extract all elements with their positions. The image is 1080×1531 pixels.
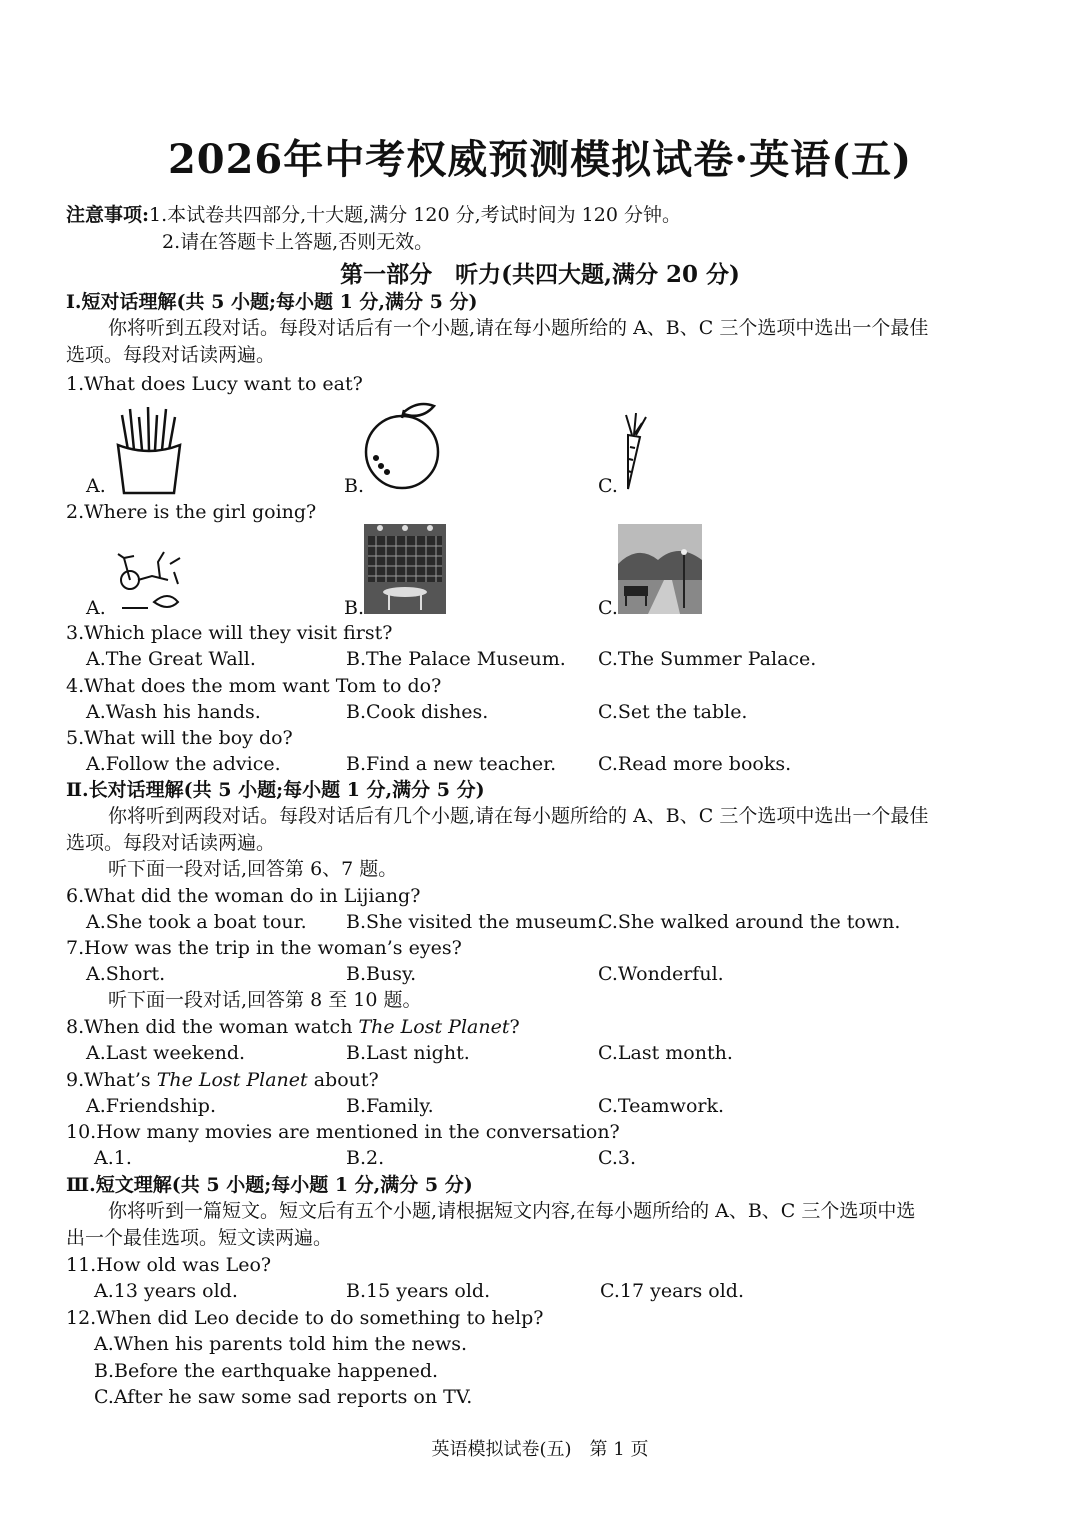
library-picture — [364, 524, 446, 614]
section-intro: 你将听到两段对话。每段对话后有几个小题,请在每小题所给的 A、B、C 三个选项中选出一个最佳 — [108, 805, 929, 827]
option-b: B.Cook dishes. — [346, 701, 489, 723]
movie-title: The Lost Planet — [358, 1016, 510, 1038]
park-picture — [618, 524, 702, 614]
question-text-part: 9.What’s — [66, 1069, 157, 1091]
orange-icon — [362, 400, 444, 492]
question-text-part: ? — [509, 1016, 520, 1038]
notice-label: 注意事项: — [66, 204, 150, 226]
option-c: C.Read more books. — [598, 753, 792, 775]
option-c: C. — [598, 597, 618, 619]
option-c: C.3. — [598, 1147, 637, 1169]
question-text — [66, 1015, 520, 1039]
option-b: B.The Palace Museum. — [346, 648, 566, 670]
section-intro: 出一个最佳选项。短文读两遍。 — [66, 1227, 333, 1249]
option-a: A.Last weekend. — [86, 1042, 246, 1064]
option-c: C.Wonderful. — [598, 963, 724, 985]
option-a: A.1. — [94, 1147, 132, 1169]
question-text — [66, 1068, 379, 1092]
option-b: B.Before the earthquake happened. — [94, 1360, 439, 1382]
option-a: A.The Great Wall. — [86, 648, 256, 670]
option-c: C.17 years old. — [600, 1280, 745, 1302]
movie-title: The Lost Planet — [156, 1069, 308, 1091]
option-a: A.She took a boat tour. — [86, 911, 307, 933]
option-c: C.The Summer Palace. — [598, 648, 817, 670]
question-text: 10.How many movies are mentioned in the conversation? — [66, 1121, 620, 1143]
section-intro: 选项。每段对话读两遍。 — [66, 344, 276, 366]
question-text: 12.When did Leo decide to do something to help? — [66, 1307, 544, 1329]
option-a: A.Short. — [86, 963, 166, 985]
option-a: A. — [86, 597, 106, 619]
dialogue-note: 听下面一段对话,回答第 8 至 10 题。 — [108, 989, 422, 1011]
option-c: C. — [598, 475, 618, 497]
part-heading: 第一部分 听力(共四大题,满分 20 分) — [340, 261, 740, 288]
option-b: B.Find a new teacher. — [346, 753, 557, 775]
option-c: C.Teamwork. — [598, 1095, 725, 1117]
notice-line-2: 2.请在答题卡上答题,否则无效。 — [162, 231, 434, 253]
option-b: B.2. — [346, 1147, 385, 1169]
question-text: 2.Where is the girl going? — [66, 501, 317, 523]
question-text: 1.What does Lucy want to eat? — [66, 373, 363, 395]
gym-icon — [108, 540, 186, 614]
section-intro: 选项。每段对话读两遍。 — [66, 832, 276, 854]
option-a: A.Friendship. — [86, 1095, 217, 1117]
question-text: 4.What does the mom want Tom to do? — [66, 675, 442, 697]
notice-line-1 — [66, 203, 681, 227]
dialogue-note: 听下面一段对话,回答第 6、7 题。 — [108, 858, 398, 880]
carrot-icon — [614, 413, 654, 493]
section-intro: 你将听到一篇短文。短文后有五个小题,请根据短文内容,在每小题所给的 A、B、C 三个选项中选 — [108, 1200, 916, 1222]
option-c: C.She walked around the town. — [598, 911, 901, 933]
option-b: B.Busy. — [346, 963, 417, 985]
option-c: C.Last month. — [598, 1042, 733, 1064]
section-heading: Ⅲ.短文理解(共 5 小题;每小题 1 分,满分 5 分) — [66, 1174, 473, 1196]
option-a: A.When his parents told him the news. — [94, 1333, 468, 1355]
fries-icon — [112, 405, 186, 495]
option-a: A.Wash his hands. — [86, 701, 261, 723]
option-b: B.Last night. — [346, 1042, 470, 1064]
question-text: 3.Which place will they visit first? — [66, 622, 393, 644]
option-c: C.Set the table. — [598, 701, 748, 723]
option-c: C.After he saw some sad reports on TV. — [94, 1386, 473, 1408]
section-intro: 你将听到五段对话。每段对话后有一个小题,请在每小题所给的 A、B、C 三个选项中选出一个最佳 — [108, 317, 929, 339]
option-a: A.Follow the advice. — [86, 753, 281, 775]
notice-text-1: 1.本试卷共四部分,十大题,满分 120 分,考试时间为 120 分钟。 — [149, 204, 681, 226]
option-b: B.Family. — [346, 1095, 434, 1117]
option-b: B. — [344, 475, 365, 497]
section-heading: Ⅱ.长对话理解(共 5 小题;每小题 1 分,满分 5 分) — [66, 779, 485, 801]
section-heading: Ⅰ.短对话理解(共 5 小题;每小题 1 分,满分 5 分) — [66, 291, 478, 313]
option-b: B.She visited the museum. — [346, 911, 603, 933]
question-text: 11.How old was Leo? — [66, 1254, 272, 1276]
question-text-part: about? — [307, 1069, 379, 1091]
option-a: A. — [86, 475, 106, 497]
page-footer: 英语模拟试卷(五) 第 1 页 — [431, 1439, 649, 1460]
option-b: B.15 years old. — [346, 1280, 491, 1302]
exam-title: 2026年中考权威预测模拟试卷·英语(五) — [167, 136, 913, 183]
option-a: A.13 years old. — [94, 1280, 238, 1302]
question-text: 5.What will the boy do? — [66, 727, 293, 749]
question-text: 6.What did the woman do in Lijiang? — [66, 885, 421, 907]
option-b: B. — [344, 597, 365, 619]
question-text: 7.How was the trip in the woman’s eyes? — [66, 937, 462, 959]
question-text-part: 8.When did the woman watch — [66, 1016, 359, 1038]
